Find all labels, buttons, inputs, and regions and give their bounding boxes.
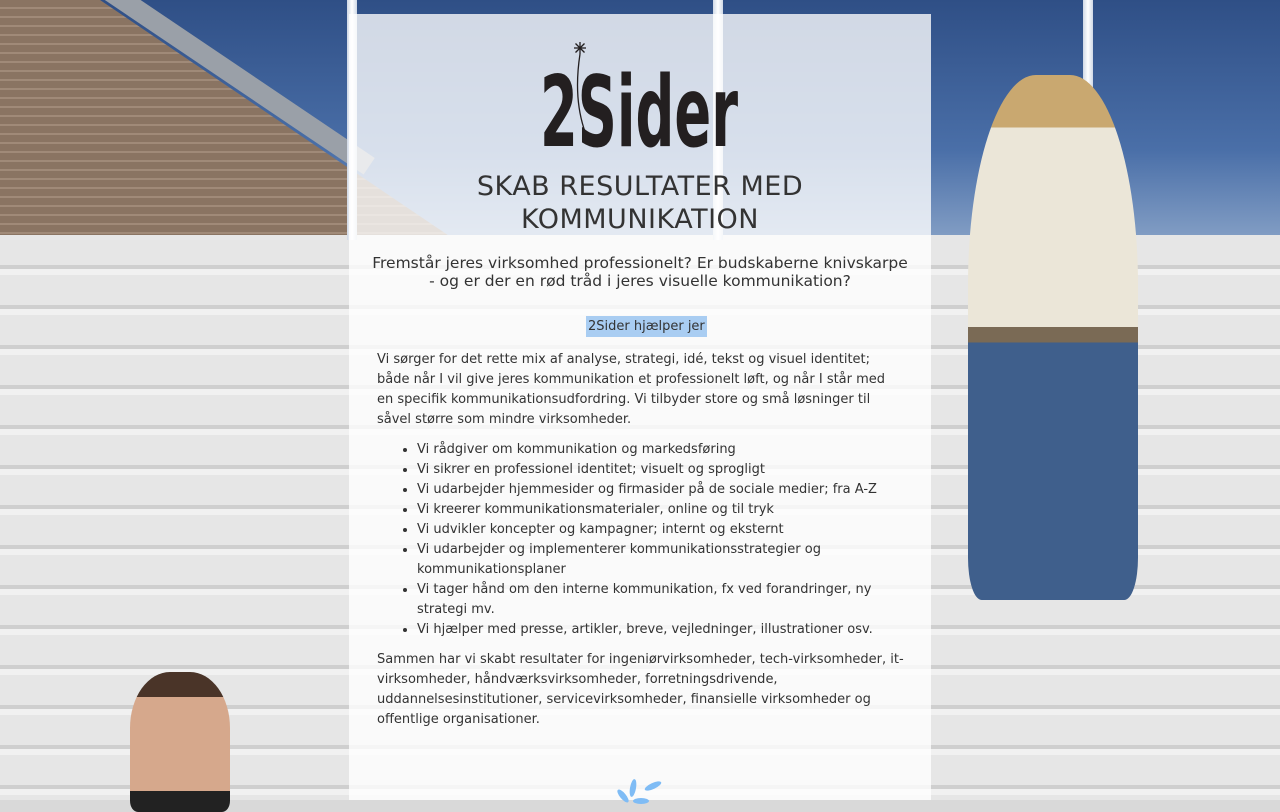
list-item: • Vi tager hånd om den interne kommunikation, fx ved forandringer, ny strategi mv. <box>417 580 905 620</box>
services-list <box>377 440 905 640</box>
person-portrait <box>130 672 230 812</box>
title-line-2: KOMMUNIKATION <box>520 204 759 235</box>
lead-text: Fremstår jeres virksomhed professionelt? Er budskaberne knivskarpe - og er der en rød tråd i jeres visuelle kommunikation? <box>372 254 908 290</box>
page-title <box>349 170 931 236</box>
list-item: • Vi kreerer kommunikationsmaterialer, online og til tryk <box>417 500 905 520</box>
list-item: • Vi sikrer en professionel identitet; visuelt og sprogligt <box>417 460 905 480</box>
list-item: • Vi hjælper med presse, artikler, breve, vejledninger, illustrationer osv. <box>417 620 905 640</box>
list-item: • Vi rådgiver om kommunikation og markedsføring <box>417 440 905 460</box>
flower-decoration-icon <box>611 776 671 806</box>
brand-logo[interactable] <box>540 40 740 170</box>
tagline-highlight: 2Sider hjælper jer <box>586 316 707 337</box>
outro-paragraph: Sammen har vi skabt resultater for ingeniørvirksomheder, tech-virksomheder, it-virksomheder, håndværksvirksomheder, forretningsdrivende, uddannelsesinstitutioner, servicevirksomheder, finansielle virksomheder og offentlige organisationer. <box>377 652 904 727</box>
person-standing <box>968 75 1138 600</box>
intro-paragraph: Vi sørger for det rette mix af analyse, strategi, idé, tekst og visuel identitet; både når I vil give jeres kommunikation et professionelt løft, og når I står med en specifik kommunikationsudfordring. Vi tilbyder store og små løsninger til såvel større som mindre virksomheder. <box>377 352 886 427</box>
content-panel <box>349 14 931 800</box>
title-line-1: SKAB RESULTATER MED <box>476 171 804 202</box>
list-item: • Vi udarbejder og implementerer kommunikationsstrategier og kommunikationsplaner <box>417 540 905 580</box>
logo-text: 2Sider <box>540 56 739 170</box>
body-content <box>377 350 905 740</box>
list-item: • Vi udvikler koncepter og kampagner; internt og eksternt <box>417 520 905 540</box>
list-item: • Vi udarbejder hjemmesider og firmasider på de sociale medier; fra A-Z <box>417 480 905 500</box>
